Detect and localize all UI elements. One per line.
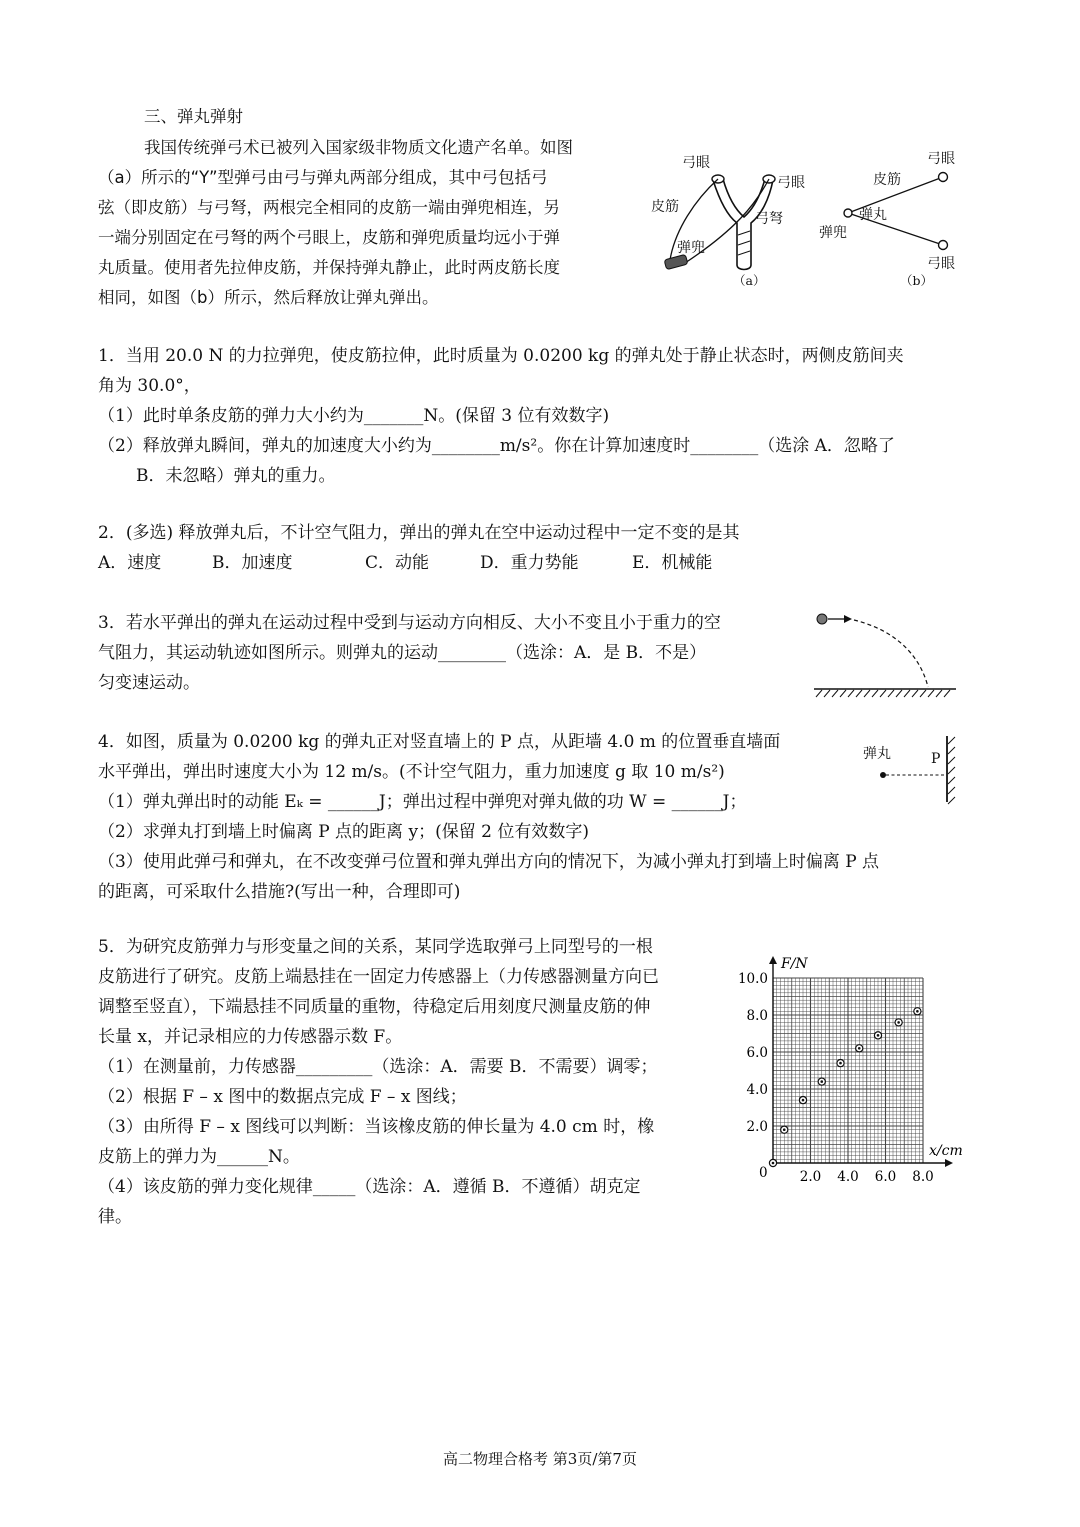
q5-line: 长量 x，并记录相应的力传感器示数 F。 xyxy=(98,1027,403,1047)
label-eye-top: 弓眼 xyxy=(927,151,955,167)
data-point-center xyxy=(839,1062,842,1065)
wall-figure xyxy=(855,730,965,810)
intro-line: （a）所示的“Y”型弹弓由弓与弹丸两部分组成，其中弓包括弓 xyxy=(98,168,548,187)
q2-option-a: A．速度 xyxy=(98,553,162,573)
label-eye-bottom: 弓眼 xyxy=(927,256,955,272)
data-point-center xyxy=(802,1099,805,1102)
q4-line: （2）求弹丸打到墙上时偏离 P 点的距离 y；(保留 2 位有效数字) xyxy=(98,822,589,842)
q5-line: （1）在测量前，力传感器_________（选涂：A．需要 B．不需要）调零； xyxy=(98,1057,658,1077)
trajectory-figure xyxy=(810,605,960,705)
intro-line: 一端分别固定在弓弩的两个弓眼上，皮筋和弹兜质量均远小于弹 xyxy=(98,228,560,247)
q2-option-d: D．重力势能 xyxy=(480,553,579,573)
q1-line: 1．当用 20.0 N 的力拉弹兜，使皮筋拉伸，此时质量为 0.0200 kg 的弹丸处于静止状态时，两侧皮筋间夹 xyxy=(98,346,904,366)
q5-line: 律。 xyxy=(98,1207,132,1227)
q5-line: 皮筋进行了研究。皮筋上端悬挂在一固定力传感器上（力传感器测量方向已 xyxy=(98,967,659,987)
label-p: P xyxy=(931,751,941,767)
y-tick-label: 10.0 xyxy=(737,971,768,987)
bottom-eye xyxy=(939,241,948,250)
q1-line: 角为 30.0°， xyxy=(98,376,201,396)
intro-line: 我国传统弹弓术已被列入国家级非物质文化遗产名单。如图 xyxy=(144,138,573,157)
intro-line: 相同，如图（b）所示，然后释放让弹丸弹出。 xyxy=(98,288,439,307)
pellet-dot xyxy=(844,209,852,217)
q5-line: （3）由所得 F – x 图线可以判断：当该橡皮筋的伸长量为 4.0 cm 时，橡 xyxy=(98,1117,655,1137)
pellet-ball xyxy=(817,614,827,624)
label-pellet: 弹丸 xyxy=(859,207,887,223)
pouch-shape xyxy=(664,254,688,269)
q4-line: （3）使用此弹弓和弹丸，在不改变弹弓位置和弹丸弹出方向的情况下，为减小弹丸打到墙上时偏离 P 点 xyxy=(98,852,880,872)
y-axis-label: F/N xyxy=(781,956,808,972)
q5-line: 5．为研究皮筋弹力与形变量之间的关系，某同学选取弹弓上同型号的一根 xyxy=(98,937,653,957)
pellet-dot xyxy=(880,772,886,778)
caption-b: （b） xyxy=(900,273,934,288)
label-rubber: 皮筋 xyxy=(651,199,679,215)
q3-line: 气阻力，其运动轨迹如图所示。则弹丸的运动________（选涂：A．是 B．不是） xyxy=(98,643,707,663)
x-tick-label: 2.0 xyxy=(799,1169,822,1185)
q4-line: （1）弹丸弹出时的动能 Eₖ = ______J；弹出过程中弹兜对弹丸做的功 W = ______J； xyxy=(98,792,747,812)
slingshot-figure-b xyxy=(815,145,975,295)
q2-stem: 2．(多选) 释放弹丸后，不计空气阻力，弹出的弹丸在空中运动过程中一定不变的是其 xyxy=(98,523,740,543)
q3-line: 匀变速运动。 xyxy=(98,673,200,693)
q5-line: （2）根据 F – x 图中的数据点完成 F – x 图线； xyxy=(98,1087,467,1107)
label-eye-right: 弓眼 xyxy=(777,175,805,191)
x-axis-arrow xyxy=(945,1159,953,1167)
q1-line: （1）此时单条皮筋的弹力大小约为_______N。(保留 3 位有效数字) xyxy=(98,406,610,426)
label-frame: 弓弩 xyxy=(755,211,783,227)
label-eye-left: 弓眼 xyxy=(682,155,710,171)
label-pouch: 弹兜 xyxy=(819,225,847,241)
q1-line: B．未忽略）弹丸的重力。 xyxy=(136,466,336,486)
x-axis-label: x/cm xyxy=(929,1143,963,1159)
q5-line: 调整至竖直），下端悬挂不同质量的重物，待稳定后用刻度尺测量皮筋的伸 xyxy=(98,997,651,1017)
data-point-center xyxy=(772,1162,775,1165)
q2-option-c: C．动能 xyxy=(365,553,430,573)
q2-option-b: B．加速度 xyxy=(212,553,293,573)
slingshot-figure-a xyxy=(645,145,825,295)
q5-line: （4）该皮筋的弹力变化规律_____（选涂：A．遵循 B．不遵循）胡克定 xyxy=(98,1177,641,1197)
data-point-center xyxy=(820,1080,823,1083)
page-footer: 高二物理合格考 第3页/第7页 xyxy=(443,1450,637,1468)
intro-line: 弦（即皮筋）与弓弩，两根完全相同的皮筋一端由弹兜相连，另 xyxy=(98,198,560,217)
q5-line: 皮筋上的弹力为______N。 xyxy=(98,1147,300,1167)
y-axis-arrow xyxy=(769,956,777,964)
q3-line: 3．若水平弹出的弹丸在运动过程中受到与运动方向相反、大小不变且小于重力的空 xyxy=(98,613,721,633)
x-tick-label: 4.0 xyxy=(837,1169,859,1185)
q4-line: 4．如图，质量为 0.0200 kg 的弹丸正对竖直墙上的 P 点，从距墙 4.0 m 的位置垂直墙面 xyxy=(98,732,781,752)
top-eye xyxy=(939,173,948,182)
y-tick-label: 4.0 xyxy=(746,1082,768,1098)
y-tick-label: 2.0 xyxy=(746,1119,768,1135)
section-title: 三、弹丸弹射 xyxy=(144,107,243,126)
x-tick-label: 8.0 xyxy=(912,1169,934,1185)
y-tick-label: 6.0 xyxy=(746,1045,768,1061)
label-pouch: 弹兜 xyxy=(677,240,705,256)
q1-line: （2）释放弹丸瞬间，弹丸的加速度大小约为________m/s²。你在计算加速度时________（选涂 A．忽略了 xyxy=(98,436,895,456)
y-tick-label: 8.0 xyxy=(746,1008,768,1024)
force-extension-chart xyxy=(730,945,980,1195)
q4-line: 水平弹出，弹出时速度大小为 12 m/s。(不计空气阻力，重力加速度 g 取 10 m/s²) xyxy=(98,762,725,782)
trajectory-path xyxy=(854,620,928,687)
data-point-center xyxy=(897,1021,900,1024)
q2-option-e: E．机械能 xyxy=(632,553,713,573)
origin-label: 0 xyxy=(759,1165,768,1181)
label-rubber: 皮筋 xyxy=(873,172,901,188)
data-point-center xyxy=(916,1010,919,1013)
data-point-center xyxy=(858,1047,861,1050)
caption-a: （a） xyxy=(733,273,766,288)
x-tick-label: 6.0 xyxy=(874,1169,897,1185)
label-pellet: 弹丸 xyxy=(863,746,891,762)
intro-line: 丸质量。使用者先拉伸皮筋，并保持弹丸静止，此时两皮筋长度 xyxy=(98,258,560,277)
data-point-center xyxy=(783,1128,786,1131)
q4-line: 的距离，可采取什么措施?(写出一种，合理即可) xyxy=(98,882,461,902)
data-point-center xyxy=(877,1034,880,1037)
